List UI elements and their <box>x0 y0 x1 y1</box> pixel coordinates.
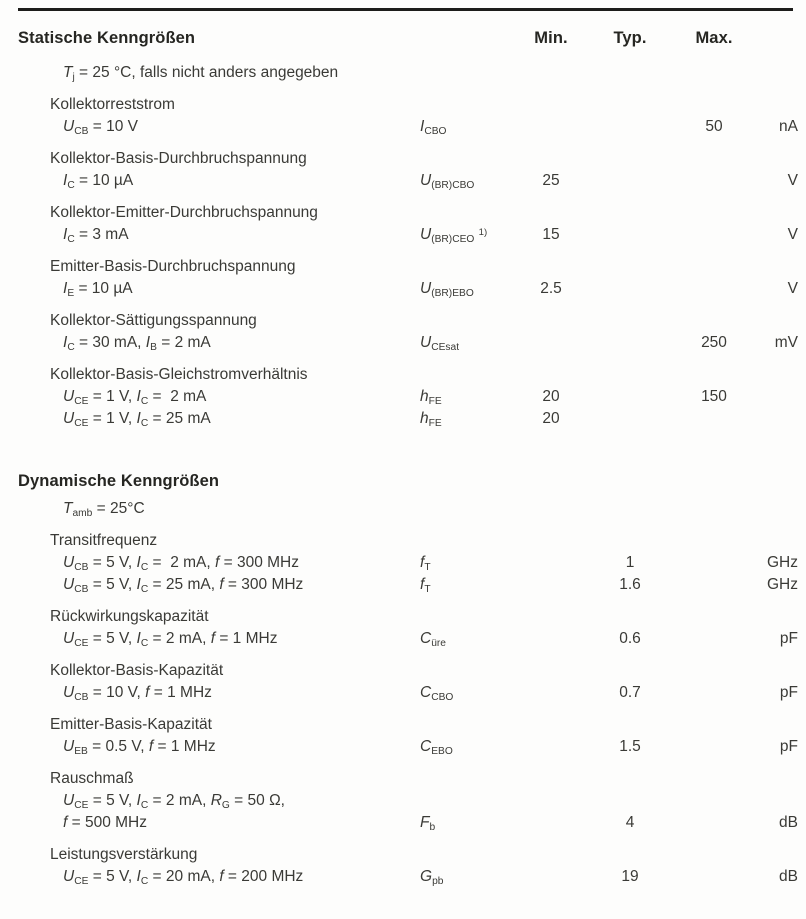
symbol: $C_{üre}$ <box>420 630 446 650</box>
symbol: $G_{pb}$ <box>420 868 444 888</box>
section-note: $T_j = 25$ °C, falls nicht anders angegeben <box>63 64 339 84</box>
min-value: 20 <box>542 388 560 405</box>
symbol: $U_{(BR)CEO}$ $^{1)}$ <box>420 226 488 246</box>
parameter-row <box>0 552 806 574</box>
column-header-min: Min. <box>534 29 568 47</box>
symbol: $f_T$ <box>420 554 431 574</box>
group-label: Kollektor-Basis-Gleichstromverhältnis <box>50 366 308 383</box>
unit: V <box>787 172 798 189</box>
group-label: Kollektor-Emitter-Durchbruchspannung <box>50 204 318 221</box>
parameter-row <box>0 116 806 138</box>
condition-text: $U_{CE} = 5$ V, $I_C = 20$ mA, f = 200 MHz <box>63 868 304 888</box>
unit: V <box>787 280 798 297</box>
group-label: Kollektor-Basis-Kapazität <box>50 662 224 679</box>
typ-value: 0.6 <box>619 630 641 647</box>
symbol: $f_T$ <box>420 576 431 596</box>
parameter-group <box>0 660 806 704</box>
characteristics-section <box>0 470 806 888</box>
parameter-group <box>0 94 806 138</box>
parameter-row <box>0 224 806 246</box>
section-note: $T_{amb} = 25^\circ C$ <box>63 500 145 520</box>
condition-text: $U_{CE} = 5$ V, $I_C = 2$ mA, f = 1 MHz <box>63 630 278 650</box>
typ-value: 4 <box>625 814 635 831</box>
condition-text: $U_{EB} = 0.5$ V, f = 1 MHz <box>63 738 216 758</box>
group-label: Kollektor-Sättigungsspannung <box>50 312 257 329</box>
max-value: 50 <box>705 118 723 135</box>
min-value: 20 <box>542 410 560 427</box>
condition-text: $I_C = 30$ mA, $I_B = 2$ mA <box>63 334 211 354</box>
typ-value: 0.7 <box>619 684 641 701</box>
parameter-row <box>0 278 806 300</box>
symbol: $U_{(BR)CBO}$ <box>420 172 475 192</box>
symbol: $U_{(BR)EBO}$ <box>420 280 474 300</box>
top-rule <box>18 8 793 11</box>
max-value: 150 <box>701 388 727 405</box>
min-value: 2.5 <box>540 280 562 297</box>
parameter-row <box>0 170 806 192</box>
parameter-group <box>0 768 806 834</box>
parameter-group <box>0 364 806 430</box>
condition-text: $U_{CB} = 10$ V <box>63 118 138 138</box>
condition-text: $I_E = 10$ µA <box>63 280 133 300</box>
section-header-row <box>0 470 806 492</box>
condition-text: f = 500 MHz <box>63 814 147 831</box>
group-label: Kollektor-Basis-Durchbruchspannung <box>50 150 307 167</box>
group-label: Kollektorreststrom <box>50 96 175 113</box>
parameter-row <box>0 682 806 704</box>
characteristics-section <box>0 27 806 430</box>
parameter-group <box>0 202 806 246</box>
unit: pF <box>779 738 798 755</box>
parameter-group <box>0 844 806 888</box>
parameter-row <box>0 628 806 650</box>
min-value: 25 <box>542 172 560 189</box>
condition-text: $I_C = 3$ mA <box>63 226 129 246</box>
group-label: Rückwirkungskapazität <box>50 608 209 625</box>
parameter-group <box>0 148 806 192</box>
condition-text: $I_C = 10$ µA <box>63 172 134 192</box>
symbol: $h_{FE}$ <box>420 410 442 430</box>
condition-text: $U_{CB} = 5$ V, $I_C = 2$ mA, f = 300 MHz <box>63 554 299 574</box>
parameter-group <box>0 606 806 650</box>
parameter-group <box>0 714 806 758</box>
section-header-row <box>0 27 806 49</box>
symbol: $U_{CEsat}$ <box>420 334 460 354</box>
group-label: Rauschmaß <box>50 770 134 787</box>
unit: GHz <box>767 554 798 571</box>
parameter-row <box>0 386 806 408</box>
parameter-row <box>0 408 806 430</box>
column-header-max: Max. <box>695 29 733 47</box>
condition-text: $U_{CE} = 5$ V, $I_C = 2$ mA, $R_G = 50$ Ω, <box>63 792 285 812</box>
condition-text: $U_{CE} = 1$ V, $I_C = 25$ mA <box>63 410 211 430</box>
section-title: Dynamische Kenngrößen <box>18 472 220 490</box>
unit: mV <box>774 334 798 351</box>
min-value: 15 <box>542 226 560 243</box>
parameter-row <box>0 574 806 596</box>
parameter-row <box>0 866 806 888</box>
symbol: $h_{FE}$ <box>420 388 442 408</box>
max-value: 250 <box>701 334 727 351</box>
unit: pF <box>779 630 798 647</box>
typ-value: 1.5 <box>619 738 641 755</box>
datasheet-page <box>0 8 806 919</box>
symbol: $C_{EBO}$ <box>420 738 453 758</box>
parameter-group <box>0 256 806 300</box>
unit: V <box>787 226 798 243</box>
section-title: Statische Kenngrößen <box>18 29 196 47</box>
group-label: Transitfrequenz <box>50 532 158 549</box>
parameter-row <box>0 790 806 812</box>
typ-value: 19 <box>621 868 639 885</box>
symbol: $I_{CBO}$ <box>420 118 447 138</box>
parameter-group <box>0 530 806 596</box>
group-label: Leistungsverstärkung <box>50 846 198 863</box>
spec-table <box>0 27 806 888</box>
symbol: $C_{CBO}$ <box>420 684 454 704</box>
parameter-row <box>0 812 806 834</box>
unit: pF <box>779 684 798 701</box>
symbol: $F_b$ <box>420 814 436 834</box>
group-label: Emitter-Basis-Durchbruchspannung <box>50 258 296 275</box>
unit: dB <box>779 814 798 831</box>
typ-value: 1.6 <box>619 576 641 593</box>
unit: dB <box>779 868 798 885</box>
unit: GHz <box>767 576 798 593</box>
group-label: Emitter-Basis-Kapazität <box>50 716 212 733</box>
parameter-row <box>0 736 806 758</box>
parameter-row <box>0 332 806 354</box>
condition-text: $U_{CB} = 5$ V, $I_C = 25$ mA, f = 300 MHz <box>63 576 304 596</box>
typ-value: 1 <box>625 554 635 571</box>
parameter-group <box>0 310 806 354</box>
column-header-typ: Typ. <box>613 29 647 47</box>
unit: nA <box>779 118 798 135</box>
condition-text: $U_{CB} = 10$ V, f = 1 MHz <box>63 684 212 704</box>
condition-text: $U_{CE} = 1$ V, $I_C = 2$ mA <box>63 388 207 408</box>
